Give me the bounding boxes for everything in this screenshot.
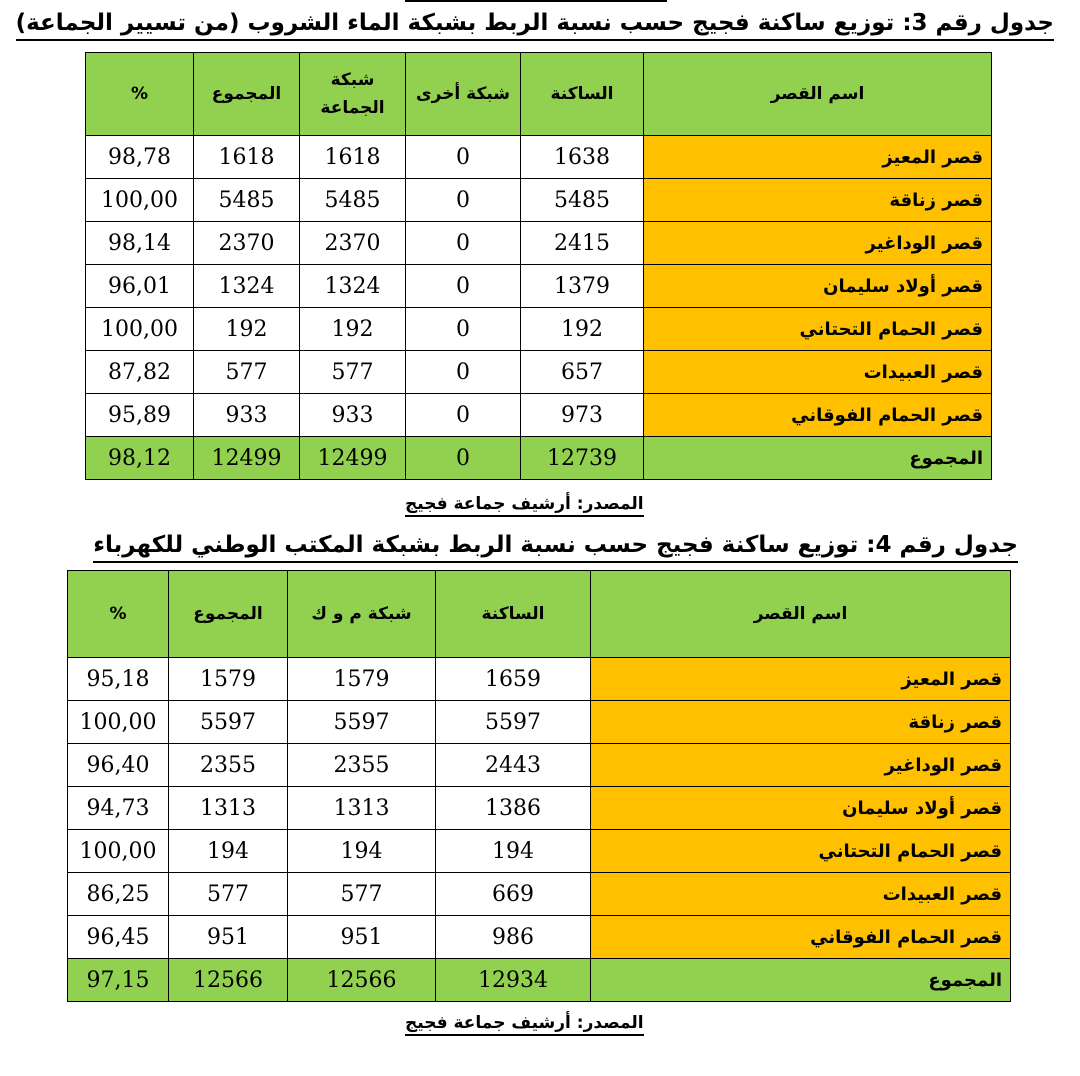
cell-percent: 87,82 xyxy=(86,351,194,394)
table-row xyxy=(86,351,992,394)
cell-total: 5485 xyxy=(194,179,300,222)
cell-percent: 86,25 xyxy=(68,873,169,916)
table-row xyxy=(86,265,992,308)
total-label: المجموع xyxy=(644,437,992,480)
table-row xyxy=(86,136,992,179)
cell-qsar-name: قصر أولاد سليمان xyxy=(644,265,992,308)
header-population: الساكنة xyxy=(436,571,591,658)
cell-percent: 100,00 xyxy=(86,308,194,351)
cell-other: 0 xyxy=(406,265,521,308)
header-percent: % xyxy=(86,53,194,136)
cell-other: 0 xyxy=(406,222,521,265)
cell-network: 1579 xyxy=(288,658,436,701)
cell-qsar-name: قصر الوداغير xyxy=(591,744,1011,787)
cell-percent: 100,00 xyxy=(68,701,169,744)
total-population: 12739 xyxy=(521,437,644,480)
cell-qsar-name: قصر الحمام الفوقاني xyxy=(591,916,1011,959)
table4-header-row xyxy=(68,571,1011,658)
cell-qsar-name: قصر الوداغير xyxy=(644,222,992,265)
cell-total: 1313 xyxy=(169,787,288,830)
cell-percent: 96,45 xyxy=(68,916,169,959)
cell-percent: 95,18 xyxy=(68,658,169,701)
cell-qsar-name: قصر العبيدات xyxy=(644,351,992,394)
cell-total: 951 xyxy=(169,916,288,959)
cell-total: 933 xyxy=(194,394,300,437)
total-label: المجموع xyxy=(591,959,1011,1002)
table-row xyxy=(86,179,992,222)
cell-population: 657 xyxy=(521,351,644,394)
total-commune: 12499 xyxy=(300,437,406,480)
cell-total: 2355 xyxy=(169,744,288,787)
table4-source: المصدر: أرشيف جماعة فجيج xyxy=(405,1012,644,1036)
cell-commune: 1324 xyxy=(300,265,406,308)
header-other-network: شبكة أخرى xyxy=(406,53,521,136)
header-percent: % xyxy=(68,571,169,658)
header-commune-network: شبكة الجماعة xyxy=(300,53,406,136)
cell-qsar-name: قصر زناقة xyxy=(644,179,992,222)
table-row xyxy=(86,308,992,351)
cell-population: 5485 xyxy=(521,179,644,222)
total-total: 12566 xyxy=(169,959,288,1002)
table-row xyxy=(68,873,1011,916)
cell-population: 1386 xyxy=(436,787,591,830)
header-total: المجموع xyxy=(169,571,288,658)
cell-network: 194 xyxy=(288,830,436,873)
cell-percent: 94,73 xyxy=(68,787,169,830)
cell-qsar-name: قصر زناقة xyxy=(591,701,1011,744)
cell-network: 577 xyxy=(288,873,436,916)
cell-population: 192 xyxy=(521,308,644,351)
cell-total: 194 xyxy=(169,830,288,873)
table-row xyxy=(68,658,1011,701)
cell-commune: 192 xyxy=(300,308,406,351)
cell-population: 973 xyxy=(521,394,644,437)
header-total: المجموع xyxy=(194,53,300,136)
header-qsar-name: اسم القصر xyxy=(591,571,1011,658)
cell-percent: 96,01 xyxy=(86,265,194,308)
cell-total: 1618 xyxy=(194,136,300,179)
total-percent: 98,12 xyxy=(86,437,194,480)
cell-population: 5597 xyxy=(436,701,591,744)
cell-other: 0 xyxy=(406,351,521,394)
table4 xyxy=(67,570,1011,1002)
cell-total: 2370 xyxy=(194,222,300,265)
cell-percent: 100,00 xyxy=(68,830,169,873)
table-row xyxy=(68,916,1011,959)
table3 xyxy=(85,52,992,480)
cell-percent: 95,89 xyxy=(86,394,194,437)
top-rule xyxy=(405,0,667,2)
cell-total: 5597 xyxy=(169,701,288,744)
cell-commune: 933 xyxy=(300,394,406,437)
table3-title: جدول رقم 3: توزيع ساكنة فجيج حسب نسبة الربط بشبكة الماء الشروب (من تسيير الجماعة) xyxy=(16,8,1054,41)
cell-qsar-name: قصر العبيدات xyxy=(591,873,1011,916)
cell-qsar-name: قصر الحمام التحتاني xyxy=(591,830,1011,873)
cell-qsar-name: قصر أولاد سليمان xyxy=(591,787,1011,830)
cell-other: 0 xyxy=(406,179,521,222)
cell-total: 577 xyxy=(169,873,288,916)
total-other: 0 xyxy=(406,437,521,480)
header-population: الساكنة xyxy=(521,53,644,136)
cell-qsar-name: قصر الحمام التحتاني xyxy=(644,308,992,351)
header-qsar-name: اسم القصر xyxy=(644,53,992,136)
cell-network: 5597 xyxy=(288,701,436,744)
header-onee-network: شبكة م و ك xyxy=(288,571,436,658)
table4-title: جدول رقم 4: توزيع ساكنة فجيج حسب نسبة الربط بشبكة المكتب الوطني للكهرباء xyxy=(93,530,1018,563)
cell-other: 0 xyxy=(406,136,521,179)
cell-total: 1324 xyxy=(194,265,300,308)
table3-total-row xyxy=(86,437,992,480)
cell-commune: 2370 xyxy=(300,222,406,265)
cell-population: 2415 xyxy=(521,222,644,265)
cell-population: 194 xyxy=(436,830,591,873)
cell-percent: 96,40 xyxy=(68,744,169,787)
cell-percent: 98,14 xyxy=(86,222,194,265)
cell-network: 1313 xyxy=(288,787,436,830)
cell-percent: 100,00 xyxy=(86,179,194,222)
table-row xyxy=(68,701,1011,744)
table4-total-row xyxy=(68,959,1011,1002)
cell-other: 0 xyxy=(406,394,521,437)
cell-population: 669 xyxy=(436,873,591,916)
cell-total: 192 xyxy=(194,308,300,351)
table-row xyxy=(68,744,1011,787)
table3-header-row xyxy=(86,53,992,136)
total-network: 12566 xyxy=(288,959,436,1002)
cell-population: 1659 xyxy=(436,658,591,701)
cell-commune: 1618 xyxy=(300,136,406,179)
cell-other: 0 xyxy=(406,308,521,351)
cell-percent: 98,78 xyxy=(86,136,194,179)
cell-total: 577 xyxy=(194,351,300,394)
table-row xyxy=(86,394,992,437)
cell-total: 1579 xyxy=(169,658,288,701)
table-row xyxy=(86,222,992,265)
cell-population: 1638 xyxy=(521,136,644,179)
cell-network: 2355 xyxy=(288,744,436,787)
total-percent: 97,15 xyxy=(68,959,169,1002)
cell-commune: 5485 xyxy=(300,179,406,222)
table-row xyxy=(68,787,1011,830)
cell-population: 2443 xyxy=(436,744,591,787)
cell-population: 986 xyxy=(436,916,591,959)
total-total: 12499 xyxy=(194,437,300,480)
cell-commune: 577 xyxy=(300,351,406,394)
table-row xyxy=(68,830,1011,873)
cell-qsar-name: قصر المعيز xyxy=(644,136,992,179)
cell-network: 951 xyxy=(288,916,436,959)
cell-qsar-name: قصر الحمام الفوقاني xyxy=(644,394,992,437)
cell-qsar-name: قصر المعيز xyxy=(591,658,1011,701)
total-population: 12934 xyxy=(436,959,591,1002)
table3-source: المصدر: أرشيف جماعة فجيج xyxy=(405,493,644,517)
cell-population: 1379 xyxy=(521,265,644,308)
